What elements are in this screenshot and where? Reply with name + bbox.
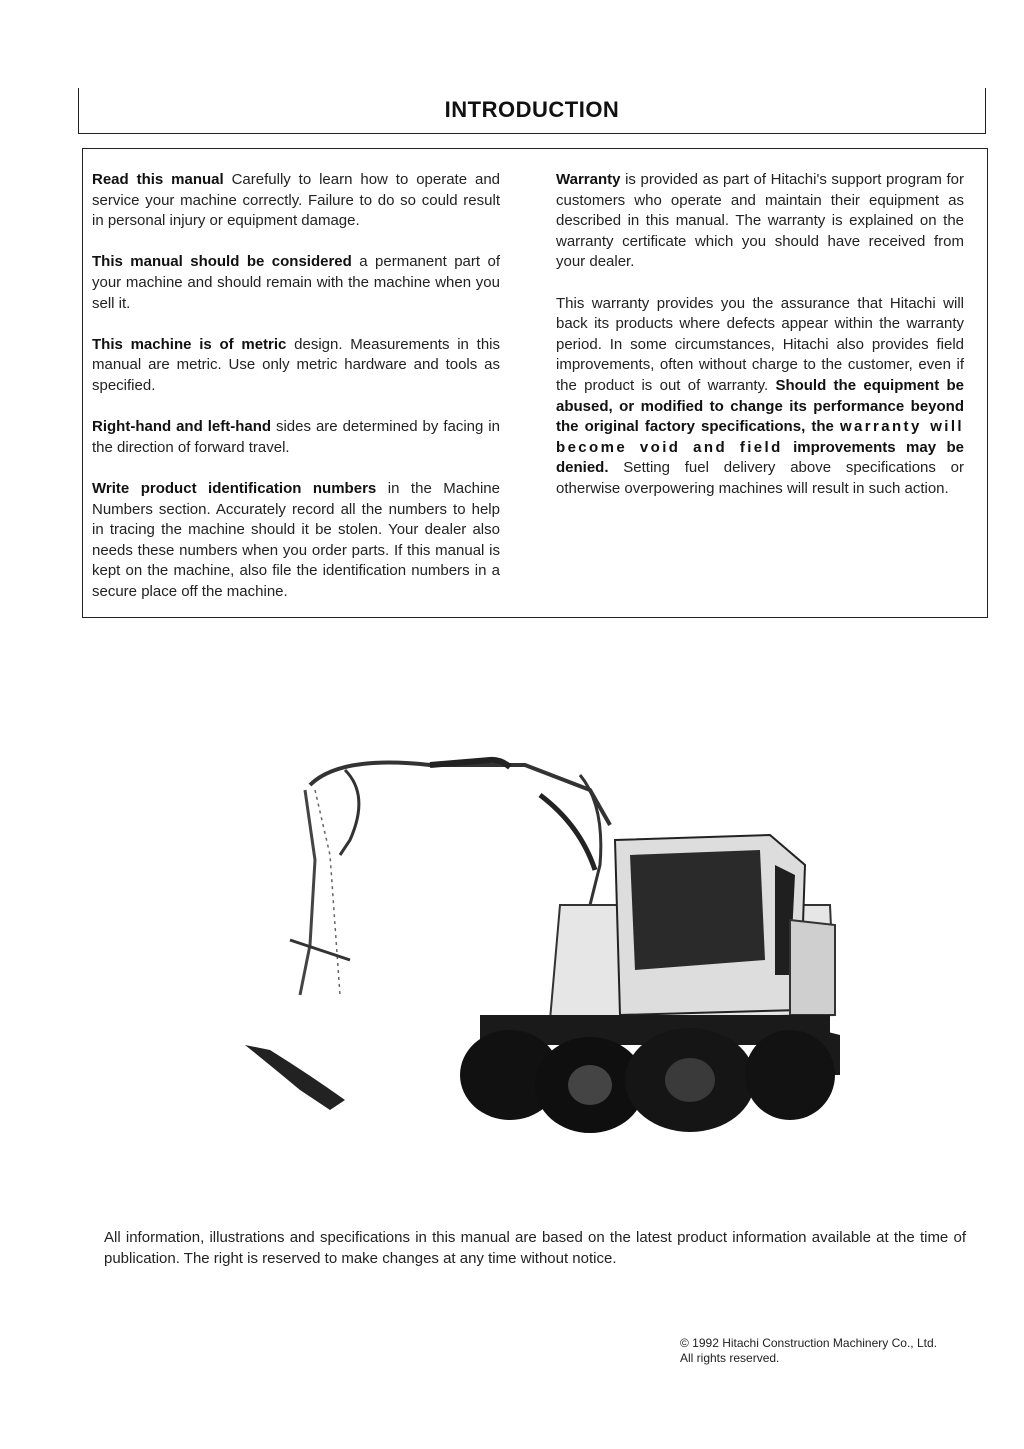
lead-text: This machine is of metric — [92, 335, 287, 353]
body-text: sides are determined by facing in the direction of forward travel. — [92, 418, 500, 456]
paragraph-metric-design — [92, 335, 500, 397]
body-text: This warranty provides you the assurance that Hitachi will back its products where defects appear within the warranty period. In some circumstances, Hitachi also provides field improvements, often without charge to the customer, even if the product is out of warranty. — [556, 294, 964, 394]
page-title: INTRODUCTION — [444, 97, 620, 122]
body-text: is provided as part of Hitachi's support program for customers who operate and maintain their equipment as described in this manual. The warranty is explained on the warranty certificate which you should have received from your dealer. — [556, 171, 964, 271]
title-box — [78, 88, 986, 134]
excavator-illustration — [230, 745, 840, 1135]
body-text: Setting fuel delivery above specifications or otherwise overpowering machines will result in such action. — [556, 459, 964, 497]
lead-text: This manual should be considered — [92, 253, 352, 271]
paragraph-read-manual — [92, 170, 500, 232]
disclaimer-notice: All information, illustrations and specifications in this manual are based on the latest product information available at the time of publication. The right is reserved to make changes at any time without notice. — [104, 1229, 966, 1267]
bold-warning: Should the equipment be abused, or modified to change its performance beyond the original factory specifications, the — [556, 376, 964, 436]
paragraph-warranty-assurance — [556, 294, 964, 500]
bold-warning-spaced: warranty will become void and field — [556, 418, 964, 456]
right-column — [556, 170, 964, 520]
lead-text: Warranty — [556, 171, 621, 188]
rights-line: All rights reserved. — [680, 1351, 780, 1365]
copyright-line: © 1992 Hitachi Construction Machinery Co., Ltd. — [680, 1336, 937, 1350]
lead-text: Right-hand and left-hand — [92, 418, 272, 436]
body-text: Carefully to learn how to operate and service your machine correctly. Failure to do so could result in personal injury or equipment damage. — [92, 171, 501, 230]
body-text: in the Machine Numbers section. Accurately record all the numbers to help in tracing the machine should it be stolen. Your dealer also needs these numbers when you order parts. If this manual is kept on the machine, also file the identification numbers in a secure place off the machine. — [92, 479, 500, 600]
body-text: a permanent part of your machine and should remain with the machine when you sell it. — [92, 253, 500, 312]
paragraph-identification-numbers — [92, 479, 500, 603]
lead-text: Read this manual — [92, 171, 224, 188]
bold-warning-end: improvements may be denied. — [556, 438, 964, 477]
paragraph-sides — [92, 417, 500, 458]
body-text: design. Measurements in this manual are metric. Use only metric hardware and tools as specified. — [92, 335, 500, 394]
paragraph-warranty — [556, 170, 964, 273]
copyright-block — [680, 1336, 937, 1366]
lead-text: Write product identification numbers — [92, 479, 377, 497]
left-column — [92, 170, 500, 623]
paragraph-permanent-part — [92, 252, 500, 314]
